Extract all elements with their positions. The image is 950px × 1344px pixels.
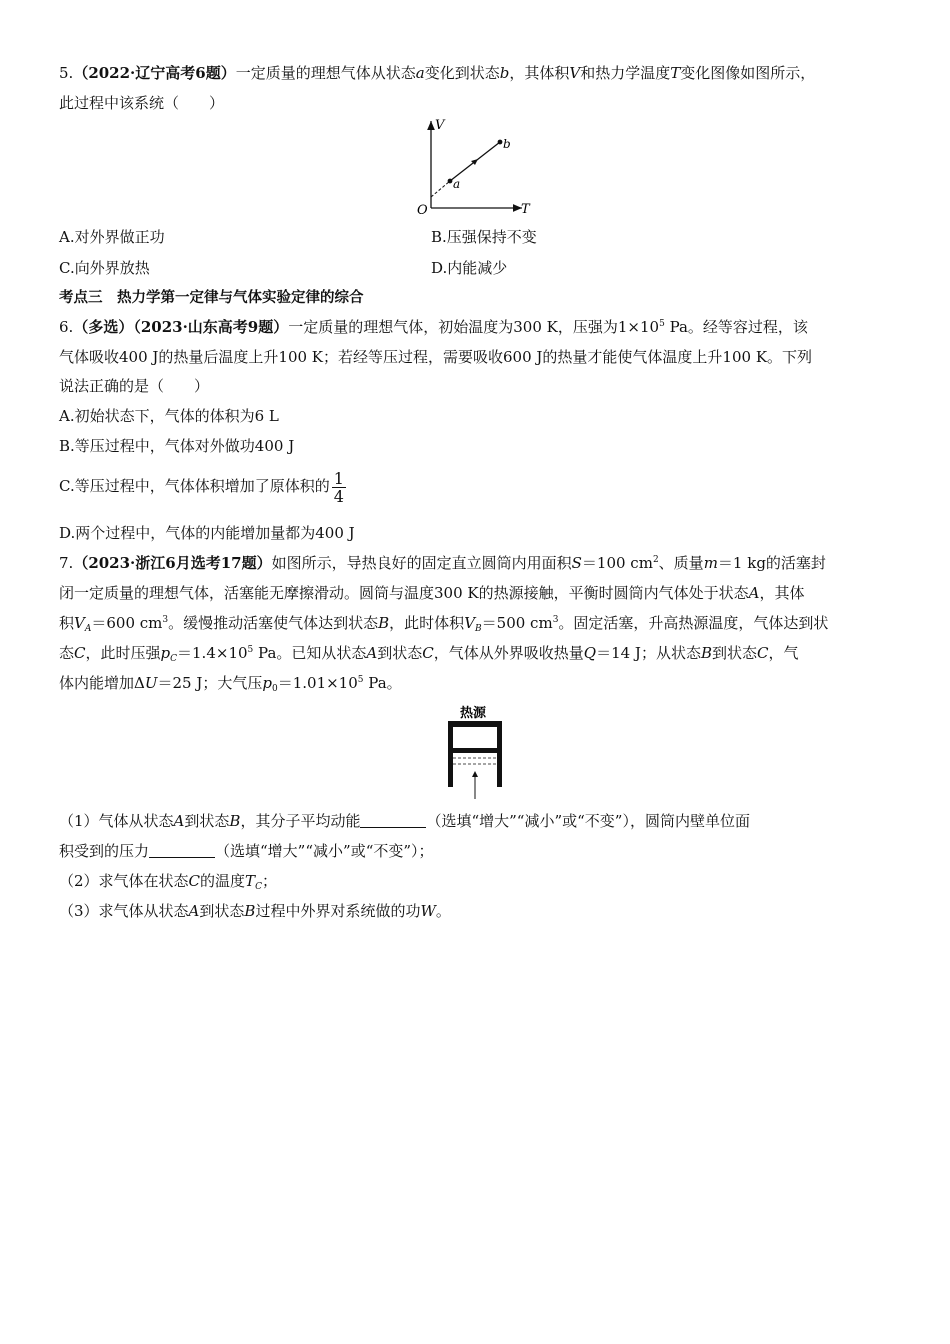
- cylinder-right-wall: [497, 721, 502, 787]
- q5-number: 5.: [59, 64, 74, 82]
- q7-stem-line4: 态C，此时压强$p_C=1.4\times 10^5$ Pa。已知从状态A到状态C，气体从外界吸收热量Q＝14 J；从状态B到状态C，气: [59, 644, 799, 664]
- q6-stem-line2: 气体吸收400 J的热量后温度上升100 K；若经等压过程，需要吸收600 J的热量才能使气体温度上升100 K。下列: [59, 348, 813, 366]
- q6-option-b[interactable]: B.等压过程中，气体对外做功400 J: [59, 437, 295, 455]
- fraction-one-quarter: $\frac{1}{4}$: [333, 468, 344, 506]
- q6-source: （2023·山东高考9题）: [133, 318, 289, 336]
- q5-option-b[interactable]: B.压强保持不变: [431, 228, 537, 246]
- q7-stem-line5: 体内能增加ΔU＝25 J；大气压$p_0=1.01\times 10^5$ Pa。: [59, 674, 402, 694]
- q7-source: （2023·浙江6月选考17题）: [73, 554, 272, 572]
- q6-option-d[interactable]: D.两个过程中，气体的内能增加量都为400 J: [59, 524, 355, 542]
- point-a: [448, 179, 453, 184]
- label-a: a: [453, 177, 461, 191]
- q5-option-c[interactable]: C.向外界放热: [59, 259, 150, 277]
- q7-cylinder-figure: [440, 701, 512, 801]
- q6-stem-line1: 6.（多选）（2023·山东高考9题）一定质量的理想气体，初始温度为300 K，压强为$1\times 10^5$ Pa。经等容过程，该: [59, 318, 808, 336]
- dashed-extension: [431, 181, 450, 197]
- q6-tag: （多选）: [73, 318, 134, 336]
- origin-label: O: [417, 203, 428, 218]
- heat-source-plate: [448, 721, 502, 727]
- heat-source-label: 热源: [460, 706, 487, 721]
- q5-stem-line2: 此过程中该系统（ ）: [59, 94, 225, 112]
- q6-option-a[interactable]: A.初始状态下，气体的体积为6 L: [59, 407, 279, 425]
- q5-vt-graph: [410, 115, 540, 220]
- q7-sub1-line1: （1）气体从状态A到状态B，其分子平均动能 （选填“增大”“减小”或“不变”），圆筒内壁单位面: [59, 812, 750, 830]
- q7-sub3: （3）求气体从状态A到状态B过程中外界对系统做的功W。: [59, 902, 451, 920]
- answer-blank-1[interactable]: [360, 813, 426, 828]
- q6-option-c[interactable]: C.等压过程中，气体体积增加了原体积的 $\frac{1}{4}$: [59, 468, 344, 506]
- label-b: b: [503, 137, 511, 151]
- push-arrow-head: [472, 771, 478, 777]
- cylinder-left-wall: [448, 721, 453, 787]
- answer-blank-2[interactable]: [149, 843, 215, 858]
- q6-stem-line3: 说法正确的是（ ）: [59, 377, 210, 395]
- q5-source: （2022·辽宁高考6题）: [73, 64, 236, 82]
- q7-stem-line2: 闭一定质量的理想气体，活塞能无摩擦滑动。圆筒与温度300 K的热源接触，平衡时圆筒内气体处于状态A，其体: [59, 584, 805, 602]
- section-heading: 考点三 热力学第一定律与气体实验定律的综合: [59, 290, 364, 306]
- piston: [453, 748, 497, 753]
- axis-label-v: V: [435, 118, 445, 133]
- q5-stem-line1: 5.（2022·辽宁高考6题）一定质量的理想气体从状态a变化到状态b，其体积V和热力学温度T变化图像如图所示，: [59, 64, 816, 82]
- point-b: [498, 140, 503, 145]
- q5-option-a[interactable]: A.对外界做正功: [59, 228, 165, 246]
- q5-option-d[interactable]: D.内能减少: [431, 259, 508, 277]
- q7-sub1-line2: 积受到的压力 （选填“增大”“减小”或“不变”）；: [59, 842, 434, 860]
- q7-stem-line3: 积$V_A=600$ $cm^3$。缓慢推动活塞使气体达到状态B，此时体积$V_B=500$ $cm^3$。固定活塞，升高热源温度，气体达到状: [59, 614, 829, 634]
- q7-stem-line1: 7.（2023·浙江6月选考17题）如图所示，导热良好的固定直立圆筒内用面积S＝100 $cm^2$、质量m＝1 kg的活塞封: [59, 554, 826, 572]
- q7-sub2: （2）求气体在状态C的温度$T_C$；: [59, 872, 277, 892]
- axis-label-t: T: [521, 202, 530, 217]
